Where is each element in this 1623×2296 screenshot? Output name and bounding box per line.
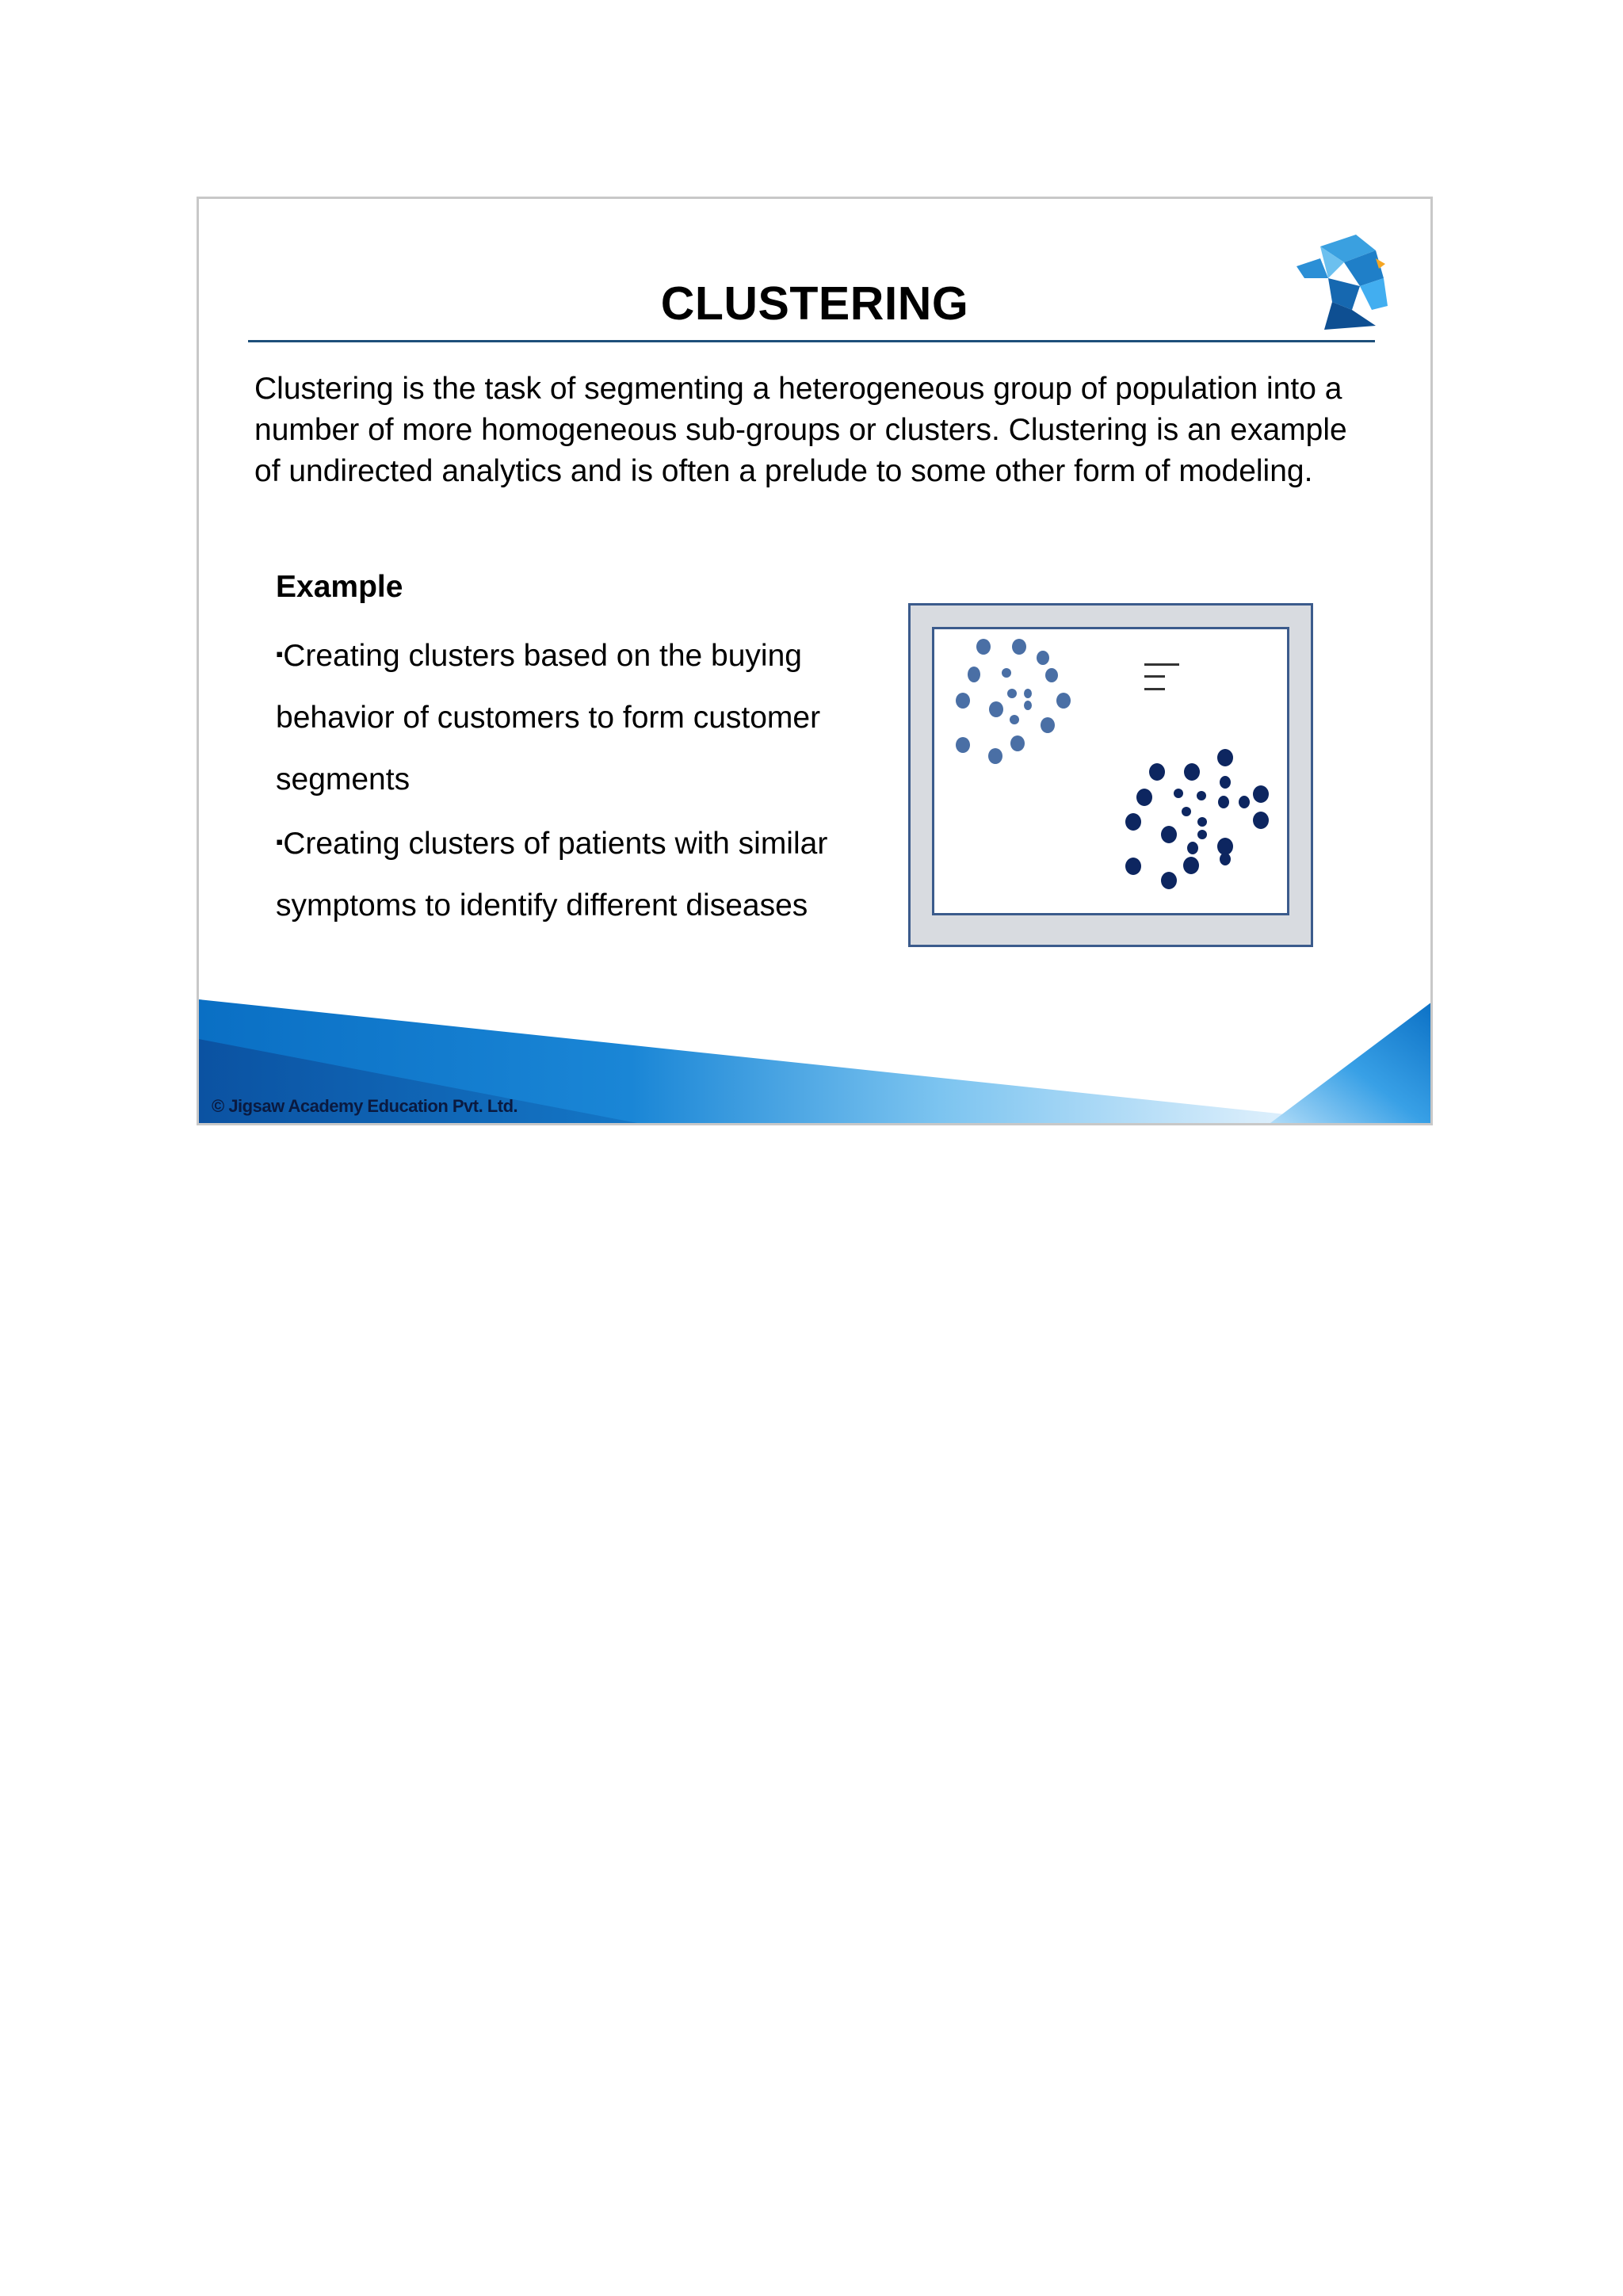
- example-heading: Example: [276, 570, 403, 604]
- title-underline: [248, 340, 1375, 342]
- bullet-icon: ▪: [276, 830, 284, 854]
- bullet-item: ▪Creating clusters of patients with similar symptoms to identify different diseases: [276, 827, 828, 923]
- bullet-item: ▪Creating clusters based on the buying behavior of customers to form customer segments: [276, 639, 821, 797]
- copyright-footer: © Jigsaw Academy Education Pvt. Ltd.: [212, 1096, 518, 1116]
- intro-paragraph: Clustering is the task of segmenting a heterogeneous group of population into a number of more homogeneous sub-groups or clusters. Clustering is an example of undirected analytics and is often a prelude to some other form of modeling.: [254, 372, 1347, 488]
- cluster-scatter-plot: [932, 627, 1289, 915]
- cluster-figure-frame: [908, 603, 1313, 947]
- slide-title: CLUSTERING: [660, 277, 969, 330]
- bullet-icon: ▪: [276, 642, 284, 666]
- slide: [197, 197, 1433, 1125]
- example-bullets: [276, 623, 878, 937]
- cluster-dots: [934, 629, 1287, 913]
